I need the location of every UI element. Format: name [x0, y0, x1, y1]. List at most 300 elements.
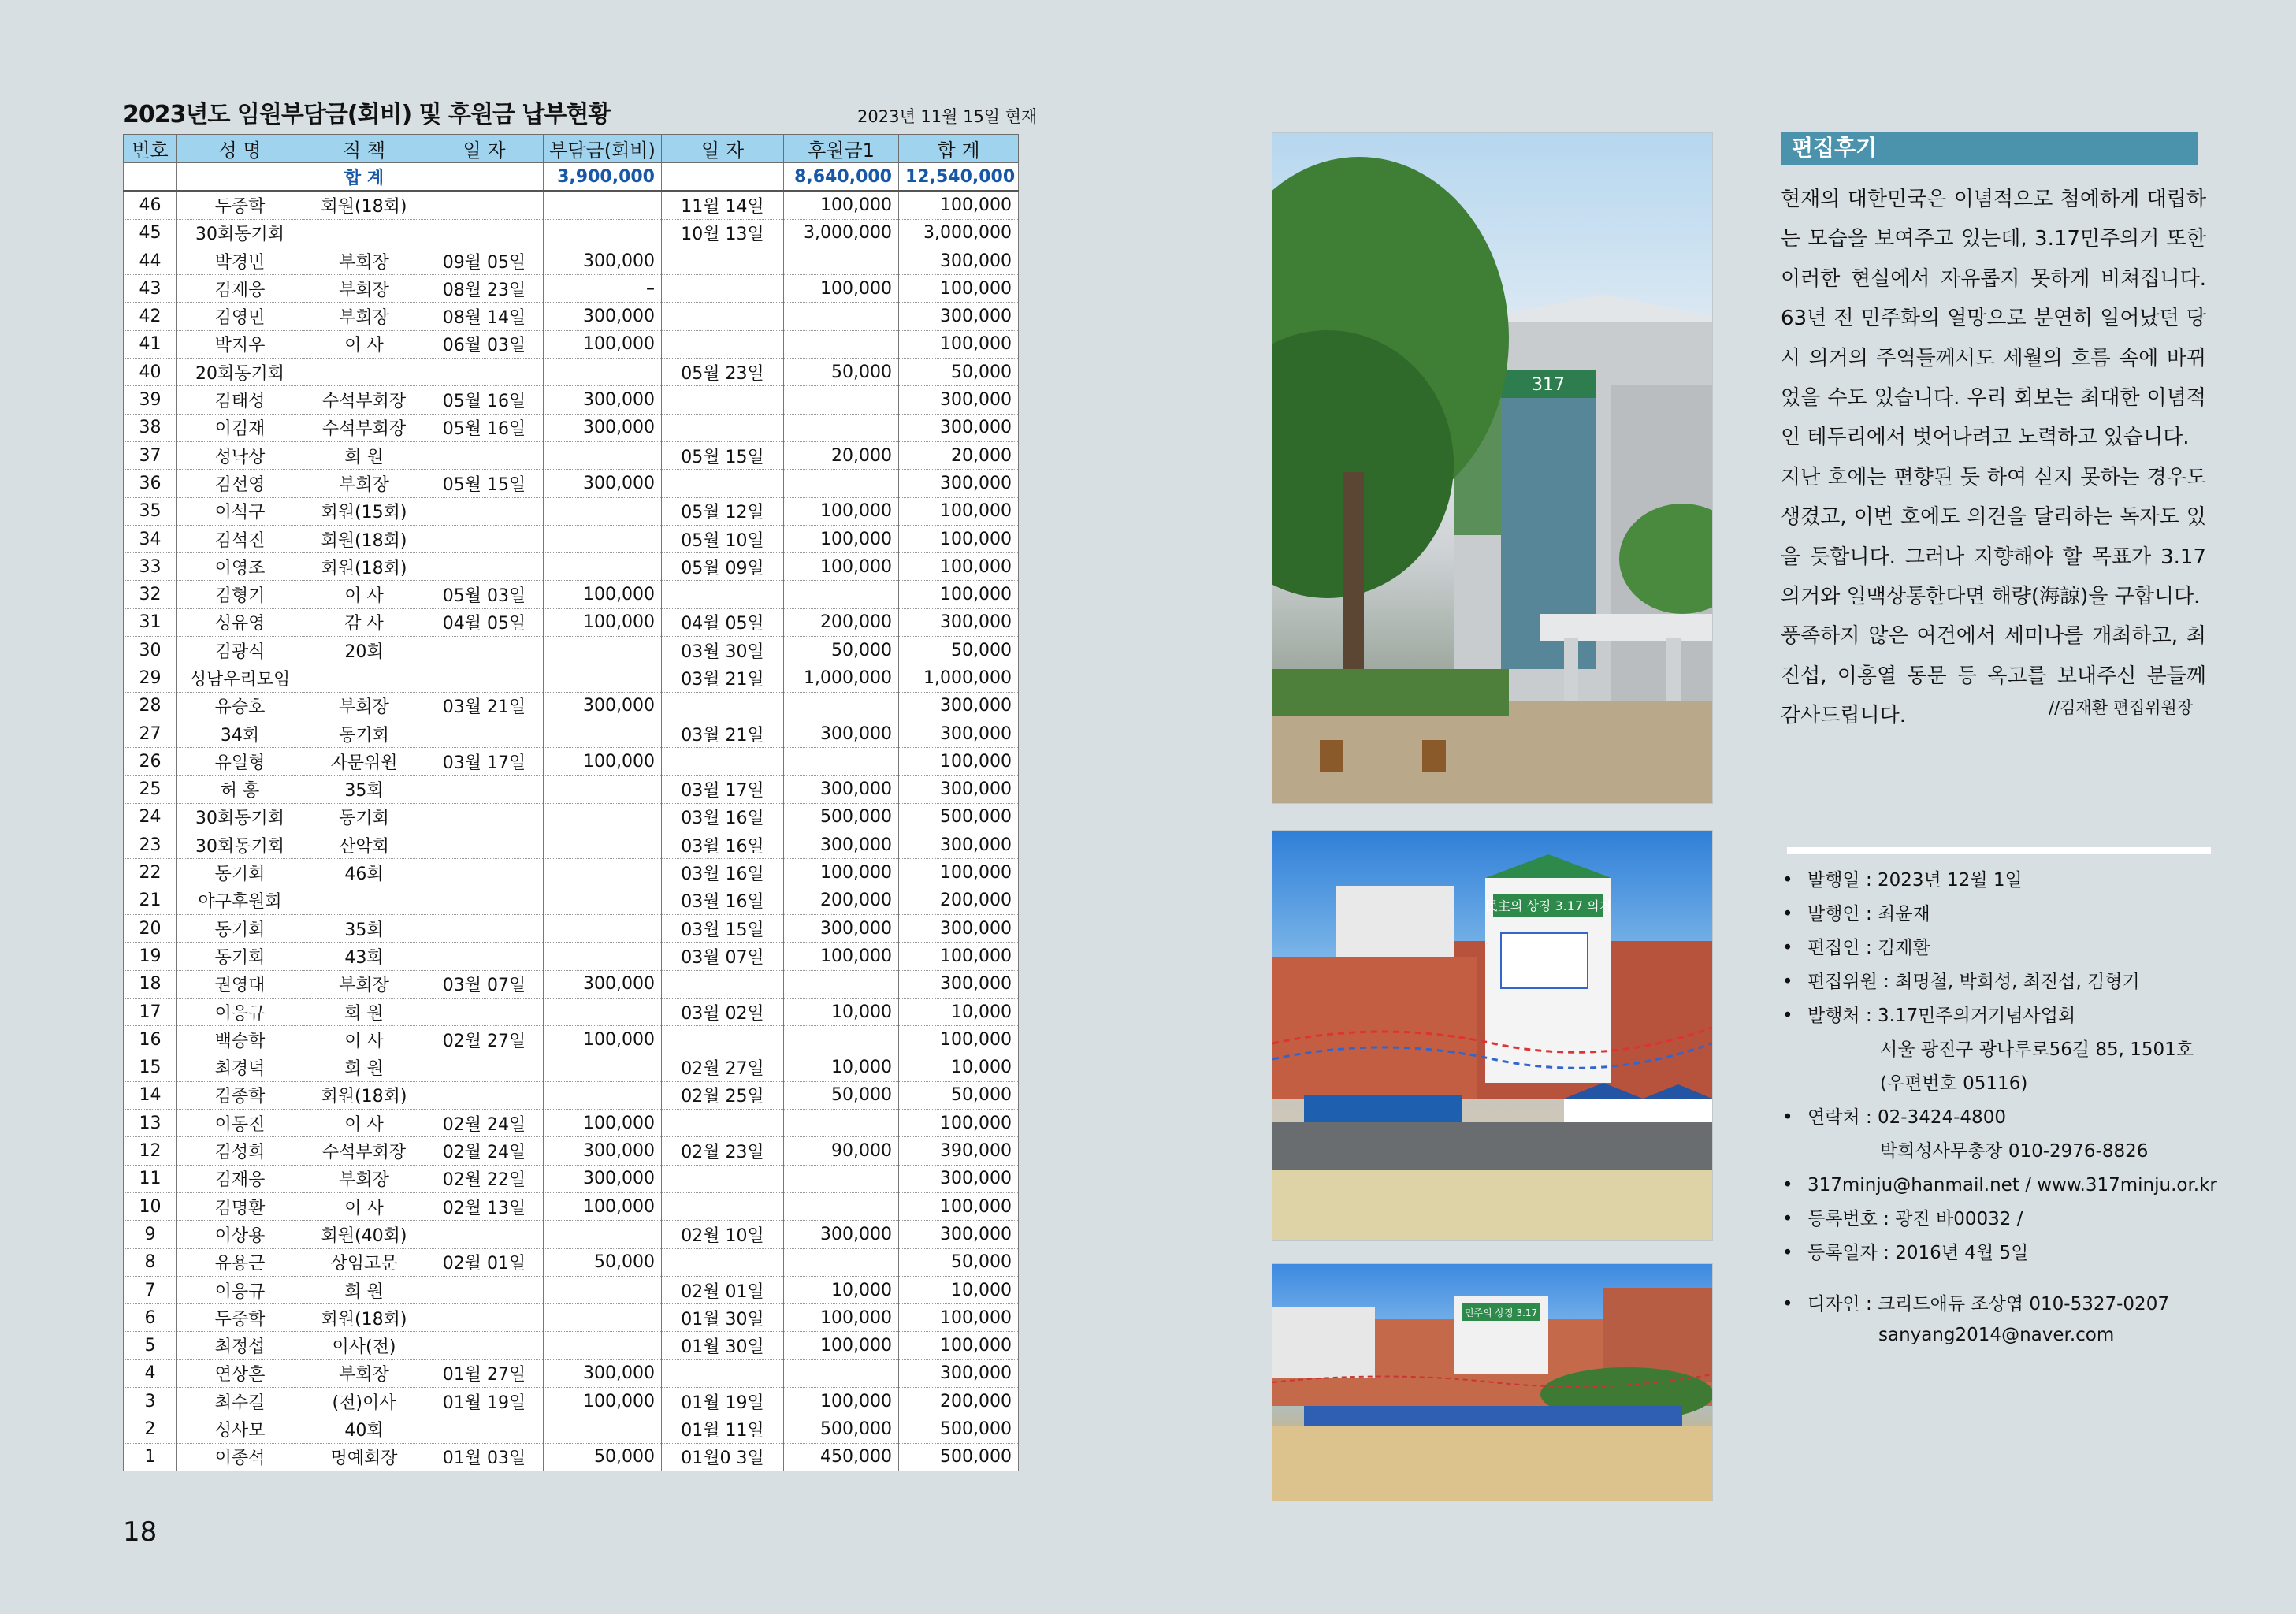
table-cell: 300,000 — [544, 386, 662, 414]
table-cell: 이응규 — [177, 998, 303, 1025]
table-cell: 43회 — [303, 943, 425, 970]
table-cell: 김명환 — [177, 1192, 303, 1220]
col-header-position: 직 책 — [303, 135, 425, 163]
table-cell — [784, 414, 899, 441]
table-cell: 50,000 — [899, 1081, 1019, 1109]
table-cell: 05월 03일 — [425, 581, 544, 608]
table-cell: 31 — [124, 608, 177, 636]
table-cell: 10월 13일 — [662, 219, 784, 247]
table-cell — [662, 1026, 784, 1054]
table-cell: 100,000 — [784, 859, 899, 887]
table-cell: 감 사 — [303, 608, 425, 636]
table-cell: 김광식 — [177, 637, 303, 664]
table-cell: 02월 01일 — [425, 1248, 544, 1276]
col-header-donation: 후원금1 — [784, 135, 899, 163]
info-registration-no: • 등록번호 : 광진 바00032 / — [1782, 1203, 2224, 1237]
table-cell: 100,000 — [899, 497, 1019, 525]
table-cell — [544, 441, 662, 469]
table-cell: 02월 24일 — [425, 1110, 544, 1137]
table-cell: 부회장 — [303, 692, 425, 720]
table-cell: 김성희 — [177, 1137, 303, 1165]
table-cell: 유일형 — [177, 748, 303, 775]
table-cell: 09월 05일 — [425, 247, 544, 274]
table-cell — [544, 1304, 662, 1332]
table-cell: 100,000 — [899, 1110, 1019, 1137]
table-cell: 100,000 — [784, 1388, 899, 1415]
table-cell: 02월 13일 — [425, 1192, 544, 1220]
table-cell: 05월 15일 — [425, 470, 544, 497]
table-cell: 03월 30일 — [662, 637, 784, 664]
table-cell: 40회 — [303, 1415, 425, 1443]
table-cell: 10,000 — [784, 1054, 899, 1081]
table-cell: 16 — [124, 1026, 177, 1054]
table-cell: 03월 02일 — [662, 998, 784, 1025]
table-cell: 300,000 — [899, 970, 1019, 998]
table-cell: 32 — [124, 581, 177, 608]
table-cell: 10,000 — [899, 998, 1019, 1025]
table-row — [124, 219, 1019, 247]
table-cell — [662, 414, 784, 441]
table-row — [124, 803, 1019, 831]
table-cell: 100,000 — [899, 748, 1019, 775]
table-cell: 김재응 — [177, 275, 303, 303]
table-cell: 05월 16일 — [425, 386, 544, 414]
table-cell — [425, 915, 544, 943]
table-cell — [425, 219, 544, 247]
table-cell: 2 — [124, 1415, 177, 1443]
table-cell — [544, 553, 662, 581]
table-cell — [425, 775, 544, 803]
table-cell: 100,000 — [544, 1388, 662, 1415]
table-row — [124, 692, 1019, 720]
info-postal: (우편번호 05116) — [1880, 1073, 2028, 1094]
total-sum: 12,540,000 — [899, 163, 1019, 192]
table-row — [124, 915, 1019, 943]
table-cell: 동기회 — [177, 943, 303, 970]
table-cell: 500,000 — [899, 803, 1019, 831]
table-cell: 450,000 — [784, 1443, 899, 1471]
table-cell: 성남우리모임 — [177, 664, 303, 692]
total-cell-empty — [177, 163, 303, 192]
table-cell: 100,000 — [784, 525, 899, 552]
table-cell: 03월 21일 — [425, 692, 544, 720]
table-cell: 15 — [124, 1054, 177, 1081]
table-cell: 01월 03일 — [425, 1443, 544, 1471]
table-cell: 동기회 — [303, 720, 425, 747]
table-cell: 03월 21일 — [662, 664, 784, 692]
table-cell: 300,000 — [899, 915, 1019, 943]
table-row — [124, 275, 1019, 303]
table-cell — [425, 664, 544, 692]
table-cell: 30회동기회 — [177, 803, 303, 831]
table-cell — [784, 1248, 899, 1276]
table-row — [124, 247, 1019, 274]
table-cell: 이동진 — [177, 1110, 303, 1137]
table-cell: 46 — [124, 191, 177, 219]
col-header-no: 번호 — [124, 135, 177, 163]
table-cell: 03월 16일 — [662, 887, 784, 914]
table-cell — [544, 887, 662, 914]
table-cell: 05월 23일 — [662, 359, 784, 386]
table-row — [124, 1332, 1019, 1359]
info-email-web: • 317minju@hanmail.net / www.317minju.or.kr — [1782, 1169, 2224, 1203]
table-cell — [784, 1192, 899, 1220]
table-cell: 100,000 — [544, 1110, 662, 1137]
table-cell — [425, 1415, 544, 1443]
table-row — [124, 1221, 1019, 1248]
table-cell: 06월 03일 — [425, 330, 544, 358]
table-cell: 100,000 — [784, 943, 899, 970]
table-cell — [544, 943, 662, 970]
table-cell: 두중학 — [177, 1304, 303, 1332]
table-cell — [784, 247, 899, 274]
table-cell: 10,000 — [899, 1054, 1019, 1081]
table-cell: 50,000 — [784, 637, 899, 664]
info-editor: • 편집인 : 김재환 — [1782, 932, 2224, 965]
col-header-sum: 합 계 — [899, 135, 1019, 163]
table-cell — [544, 497, 662, 525]
table-cell: 01월0 3일 — [662, 1443, 784, 1471]
table-cell: 50,000 — [899, 1248, 1019, 1276]
table-cell — [662, 1192, 784, 1220]
table-cell: 300,000 — [899, 775, 1019, 803]
table-cell: 05월 09일 — [662, 553, 784, 581]
table-cell: 100,000 — [544, 608, 662, 636]
table-row — [124, 1054, 1019, 1081]
table-cell: 명예회장 — [303, 1443, 425, 1471]
table-cell: 동기회 — [177, 859, 303, 887]
table-cell: 03월 16일 — [662, 831, 784, 859]
table-cell — [544, 191, 662, 219]
table-cell: 회원(15회) — [303, 497, 425, 525]
table-cell: 300,000 — [544, 1359, 662, 1387]
table-cell: 100,000 — [784, 191, 899, 219]
table-cell: 100,000 — [899, 1192, 1019, 1220]
table-cell: 산악회 — [303, 831, 425, 859]
table-cell: 100,000 — [784, 1332, 899, 1359]
table-cell: 03월 21일 — [662, 720, 784, 747]
table-cell: 33 — [124, 553, 177, 581]
table-cell: 300,000 — [544, 414, 662, 441]
table-cell: 권영대 — [177, 970, 303, 998]
table-cell: 100,000 — [899, 859, 1019, 887]
table-cell — [425, 1276, 544, 1303]
table-cell: 3,000,000 — [784, 219, 899, 247]
table-cell: 100,000 — [899, 553, 1019, 581]
table-row — [124, 1192, 1019, 1220]
table-row — [124, 497, 1019, 525]
table-cell — [784, 1165, 899, 1192]
table-cell: 동기회 — [177, 915, 303, 943]
table-cell: 3,000,000 — [899, 219, 1019, 247]
editor-note-heading — [1781, 132, 2198, 165]
table-cell — [544, 775, 662, 803]
table-cell: 최경덕 — [177, 1054, 303, 1081]
table-cell: 200,000 — [784, 608, 899, 636]
table-cell: 08월 14일 — [425, 303, 544, 330]
table-cell: 25 — [124, 775, 177, 803]
table-cell: 02월 10일 — [662, 1221, 784, 1248]
table-cell — [425, 359, 544, 386]
table-cell — [425, 1081, 544, 1109]
table-cell: 회원(18회) — [303, 525, 425, 552]
table-cell: 회원(18회) — [303, 191, 425, 219]
table-row — [124, 414, 1019, 441]
table-cell: 01월 30일 — [662, 1304, 784, 1332]
table-cell: 300,000 — [784, 915, 899, 943]
table-cell: 01월 19일 — [425, 1388, 544, 1415]
info-secretary: 박희성사무총장 010-2976-8826 — [1880, 1141, 2149, 1162]
table-cell: 수석부회장 — [303, 1137, 425, 1165]
table-cell — [425, 497, 544, 525]
table-cell: 김석진 — [177, 525, 303, 552]
table-cell — [662, 275, 784, 303]
table-cell: 허 홍 — [177, 775, 303, 803]
table-cell — [662, 470, 784, 497]
table-cell: 이 사 — [303, 330, 425, 358]
table-cell — [662, 692, 784, 720]
table-row — [124, 887, 1019, 914]
table-cell: 05월 12일 — [662, 497, 784, 525]
table-cell — [544, 859, 662, 887]
table-cell: 1 — [124, 1443, 177, 1471]
table-cell — [425, 1332, 544, 1359]
table-cell: 야구후원회 — [177, 887, 303, 914]
table-cell: 100,000 — [544, 748, 662, 775]
table-cell: 300,000 — [899, 608, 1019, 636]
table-cell: 08월 23일 — [425, 275, 544, 303]
payment-status-table — [123, 134, 1019, 1471]
table-cell — [784, 330, 899, 358]
table-cell: 100,000 — [544, 1026, 662, 1054]
table-cell: 부회장 — [303, 970, 425, 998]
table-cell — [303, 219, 425, 247]
table-cell: 회 원 — [303, 1276, 425, 1303]
school-ground-illustration — [1272, 1264, 1712, 1501]
table-cell — [662, 1110, 784, 1137]
table-cell — [662, 1359, 784, 1387]
table-cell — [784, 303, 899, 330]
table-cell: 23 — [124, 831, 177, 859]
table-row — [124, 943, 1019, 970]
table-cell: 회원(18회) — [303, 1081, 425, 1109]
table-cell: 성유영 — [177, 608, 303, 636]
table-cell: 20,000 — [899, 441, 1019, 469]
table-cell: 390,000 — [899, 1137, 1019, 1165]
page-number: 18 — [123, 1516, 158, 1548]
table-row — [124, 470, 1019, 497]
table-cell — [425, 553, 544, 581]
table-cell — [784, 1359, 899, 1387]
table-cell: 300,000 — [784, 720, 899, 747]
table-cell — [544, 720, 662, 747]
table-cell — [544, 915, 662, 943]
table-cell: 이종석 — [177, 1443, 303, 1471]
table-cell: 11 — [124, 1165, 177, 1192]
table-cell: 6 — [124, 1304, 177, 1332]
table-cell: 50,000 — [899, 359, 1019, 386]
table-title: 2023년도 임원부담금(회비) 및 후원금 납부현황 — [123, 101, 611, 128]
table-cell: 부회장 — [303, 303, 425, 330]
table-cell — [425, 191, 544, 219]
table-cell: 부회장 — [303, 1165, 425, 1192]
table-cell — [662, 1248, 784, 1276]
total-cell-empty — [425, 163, 544, 192]
ceremony-photo — [1272, 830, 1713, 1241]
building-sign-text: 317 — [1532, 375, 1565, 395]
table-cell: 45 — [124, 219, 177, 247]
table-cell: 최정섭 — [177, 1332, 303, 1359]
total-label: 합 계 — [303, 163, 425, 192]
table-cell — [544, 803, 662, 831]
table-cell: 01월 19일 — [662, 1388, 784, 1415]
table-cell: 24 — [124, 803, 177, 831]
table-cell: 36 — [124, 470, 177, 497]
table-cell — [425, 943, 544, 970]
table-cell — [544, 1415, 662, 1443]
table-cell: 10,000 — [784, 998, 899, 1025]
table-row — [124, 1304, 1019, 1332]
info-design: • 디자인 : 크리드애듀 조상엽 010-5327-0207 — [1782, 1288, 2224, 1322]
table-cell: 300,000 — [899, 303, 1019, 330]
table-cell: 37 — [124, 441, 177, 469]
table-cell: 4 — [124, 1359, 177, 1387]
info-registration-date: • 등록일자 : 2016년 4월 5일 — [1782, 1237, 2224, 1270]
table-row — [124, 998, 1019, 1025]
table-cell — [425, 1304, 544, 1332]
table-cell — [544, 1081, 662, 1109]
table-cell: 부회장 — [303, 1359, 425, 1387]
table-cell: 05월 15일 — [662, 441, 784, 469]
table-cell: 04월 05일 — [425, 608, 544, 636]
table-cell: 02월 27일 — [425, 1026, 544, 1054]
table-cell: 02월 22일 — [425, 1165, 544, 1192]
table-cell: 이사(전) — [303, 1332, 425, 1359]
table-cell: 100,000 — [784, 275, 899, 303]
table-cell: 40 — [124, 359, 177, 386]
table-cell: 39 — [124, 386, 177, 414]
school-building-illustration — [1272, 133, 1712, 803]
table-cell: 17 — [124, 998, 177, 1025]
table-cell: 김태성 — [177, 386, 303, 414]
table-cell — [662, 1165, 784, 1192]
table-row — [124, 1081, 1019, 1109]
editor-signature: //김재환 편집위원장 — [2049, 698, 2194, 717]
table-cell: 44 — [124, 247, 177, 274]
total-donation: 8,640,000 — [784, 163, 899, 192]
table-cell: 김영민 — [177, 303, 303, 330]
table-cell: 백승학 — [177, 1026, 303, 1054]
table-cell — [425, 637, 544, 664]
info-contact: • 연락처 : 02-3424-4800 — [1782, 1101, 2224, 1135]
table-cell — [544, 525, 662, 552]
table-cell: 3 — [124, 1388, 177, 1415]
table-cell: 03월 15일 — [662, 915, 784, 943]
table-cell: 35회 — [303, 775, 425, 803]
table-row — [124, 1248, 1019, 1276]
table-cell — [784, 470, 899, 497]
table-cell — [784, 581, 899, 608]
table-cell — [425, 859, 544, 887]
table-cell: 20,000 — [784, 441, 899, 469]
table-cell: 100,000 — [899, 581, 1019, 608]
publication-info — [1782, 864, 2224, 1348]
table-cell: 02월 23일 — [662, 1137, 784, 1165]
total-dues: 3,900,000 — [544, 163, 662, 192]
table-row — [124, 191, 1019, 219]
table-cell: 부회장 — [303, 247, 425, 274]
col-header-dues-date: 일 자 — [425, 135, 544, 163]
table-cell: 20회동기회 — [177, 359, 303, 386]
table-row — [124, 553, 1019, 581]
table-cell: 이 사 — [303, 1192, 425, 1220]
table-cell: 41 — [124, 330, 177, 358]
info-publisher: • 발행인 : 최윤재 — [1782, 898, 2224, 932]
table-cell: 300,000 — [544, 692, 662, 720]
table-cell: 수석부회장 — [303, 386, 425, 414]
info-spacer — [1782, 1270, 2224, 1288]
table-cell — [544, 1221, 662, 1248]
table-cell: 이김재 — [177, 414, 303, 441]
table-cell: 03월 17일 — [425, 748, 544, 775]
table-cell: 22 — [124, 859, 177, 887]
table-row — [124, 748, 1019, 775]
table-row — [124, 664, 1019, 692]
table-cell: 김형기 — [177, 581, 303, 608]
table-cell — [544, 998, 662, 1025]
table-cell — [303, 359, 425, 386]
table-cell: 03월 17일 — [662, 775, 784, 803]
table-cell — [544, 1054, 662, 1081]
table-cell: 29 — [124, 664, 177, 692]
table-cell — [425, 998, 544, 1025]
table-cell — [425, 831, 544, 859]
table-cell: 50,000 — [899, 637, 1019, 664]
table-cell: 500,000 — [899, 1443, 1019, 1471]
table-cell: 1,000,000 — [784, 664, 899, 692]
table-cell — [425, 441, 544, 469]
table-cell: 100,000 — [784, 553, 899, 581]
table-row — [124, 1388, 1019, 1415]
table-cell: 300,000 — [544, 1137, 662, 1165]
table-cell: 300,000 — [899, 831, 1019, 859]
table-cell: 100,000 — [544, 330, 662, 358]
table-cell: 두중학 — [177, 191, 303, 219]
table-cell — [662, 581, 784, 608]
table-cell: 12 — [124, 1137, 177, 1165]
table-cell: 이응규 — [177, 1276, 303, 1303]
table-cell: 300,000 — [899, 470, 1019, 497]
table-cell: 03월 07일 — [662, 943, 784, 970]
table-cell: (전)이사 — [303, 1388, 425, 1415]
table-cell: 46회 — [303, 859, 425, 887]
table-cell: 300,000 — [899, 414, 1019, 441]
table-cell: 500,000 — [784, 803, 899, 831]
table-cell: 43 — [124, 275, 177, 303]
table-cell: 20회 — [303, 637, 425, 664]
table-cell — [425, 887, 544, 914]
table-row — [124, 386, 1019, 414]
table-cell: 03월 16일 — [662, 859, 784, 887]
col-header-name: 성 명 — [177, 135, 303, 163]
table-cell: 02월 25일 — [662, 1081, 784, 1109]
table-cell — [784, 748, 899, 775]
table-cell: 500,000 — [899, 1415, 1019, 1443]
table-cell — [544, 359, 662, 386]
table-cell: 26 — [124, 748, 177, 775]
table-cell — [303, 664, 425, 692]
table-cell: 30 — [124, 637, 177, 664]
